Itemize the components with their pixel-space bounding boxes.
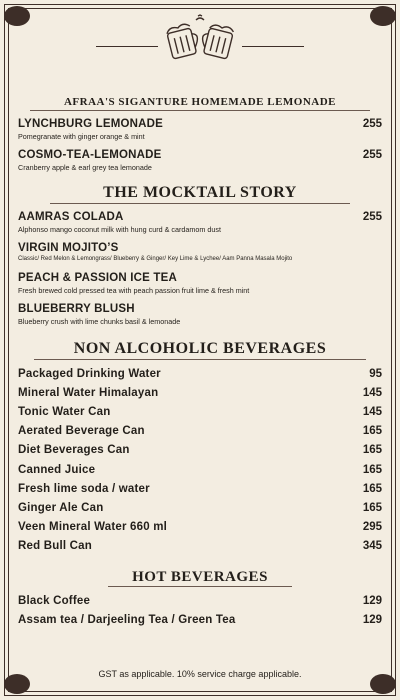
item-description: Classic/ Red Melon & Lemongrass/ Blueberry & Ginger/ Key Lime & Lychee/ Aam Panna Masala Mojito xyxy=(18,256,293,262)
item-name: LYNCHBURG LEMONADE xyxy=(18,118,164,130)
corner-dot-icon xyxy=(370,6,396,26)
item-name: Mineral Water Himalayan xyxy=(18,387,159,400)
menu-item xyxy=(18,502,382,514)
item-description: Cranberry apple & earl grey tea lemonade xyxy=(18,163,152,172)
item-description: Blueberry crush with lime chunks basil & lemonade xyxy=(18,317,181,326)
section-title-non-alcoholic: NON ALCOHOLIC BEVERAGES xyxy=(73,340,327,357)
section-title-mocktail: THE MOCKTAIL STORY xyxy=(103,184,297,201)
menu-item xyxy=(18,272,382,295)
menu-item xyxy=(18,242,382,262)
menu-item xyxy=(18,464,382,476)
section-rule xyxy=(34,359,366,360)
item-name: Diet Beverages Can xyxy=(18,444,130,457)
item-name: Packaged Drinking Water xyxy=(18,368,161,380)
item-name: VIRGIN MOJITO’S xyxy=(18,242,119,254)
item-price: 165 xyxy=(362,463,382,476)
menu-item xyxy=(18,540,382,552)
header-rule xyxy=(96,46,158,47)
item-price: 145 xyxy=(362,387,382,400)
menu-item xyxy=(18,425,382,437)
item-price: 129 xyxy=(362,614,382,626)
item-price: 295 xyxy=(362,520,382,533)
item-name: BLUEBERRY BLUSH xyxy=(18,303,135,315)
item-name: Tonic Water Can xyxy=(18,406,111,419)
section-rule xyxy=(50,203,350,204)
menu-item xyxy=(18,368,382,380)
menu-item xyxy=(18,595,382,607)
menu-item xyxy=(18,118,382,141)
item-price: 129 xyxy=(362,595,382,607)
menu-item xyxy=(18,406,382,418)
item-description: Alphonso mango coconut milk with hung curd & cardamom dust xyxy=(18,225,221,234)
item-price: 145 xyxy=(362,406,382,419)
section-rule xyxy=(108,586,292,587)
section-title-hot: HOT BEVERAGES xyxy=(132,569,268,585)
section-title-signature: AFRAA'S SIGANTURE HOMEMADE LEMONADE xyxy=(63,96,337,108)
item-name: Aerated Beverage Can xyxy=(18,425,145,438)
item-name: PEACH & PASSION ICE TEA xyxy=(18,272,178,284)
header-rule xyxy=(242,46,304,47)
menu-item xyxy=(18,614,382,626)
item-name: Canned Juice xyxy=(18,463,96,476)
item-price: 165 xyxy=(362,501,382,514)
item-price: 95 xyxy=(369,368,382,380)
item-price: 345 xyxy=(362,539,382,552)
menu-item xyxy=(18,303,382,326)
menu-item xyxy=(18,149,382,172)
section-rule xyxy=(30,110,370,111)
item-name: AAMRAS COLADA xyxy=(18,211,124,223)
item-name: Fresh lime soda / water xyxy=(18,482,150,495)
menu-item xyxy=(18,211,382,234)
item-name: Black Coffee xyxy=(18,595,91,607)
item-price: 255 xyxy=(362,149,382,161)
item-name: Veen Mineral Water 660 ml xyxy=(18,520,168,533)
item-name: Ginger Ale Can xyxy=(18,501,104,514)
menu-item xyxy=(18,444,382,456)
corner-dot-icon xyxy=(4,6,30,26)
menu-item xyxy=(18,521,382,533)
item-name: COSMO-TEA-LEMONADE xyxy=(18,149,162,161)
item-price: 165 xyxy=(362,482,382,495)
item-description: Pomegranate with ginger orange & mint xyxy=(18,132,145,141)
item-price: 255 xyxy=(362,118,382,130)
beer-mugs-cheers-icon xyxy=(160,14,240,62)
item-name: Red Bull Can xyxy=(18,539,92,552)
item-description: Fresh brewed cold pressed tea with peach passion fruit lime & fresh mint xyxy=(18,286,250,295)
item-price: 255 xyxy=(362,211,382,223)
menu-item xyxy=(18,483,382,495)
item-name: Assam tea / Darjeeling Tea / Green Tea xyxy=(18,614,236,626)
menu-item xyxy=(18,387,382,399)
item-price: 165 xyxy=(362,444,382,457)
footer-note: GST as applicable. 10% service charge applicable. xyxy=(98,669,302,679)
item-price: 165 xyxy=(362,425,382,438)
